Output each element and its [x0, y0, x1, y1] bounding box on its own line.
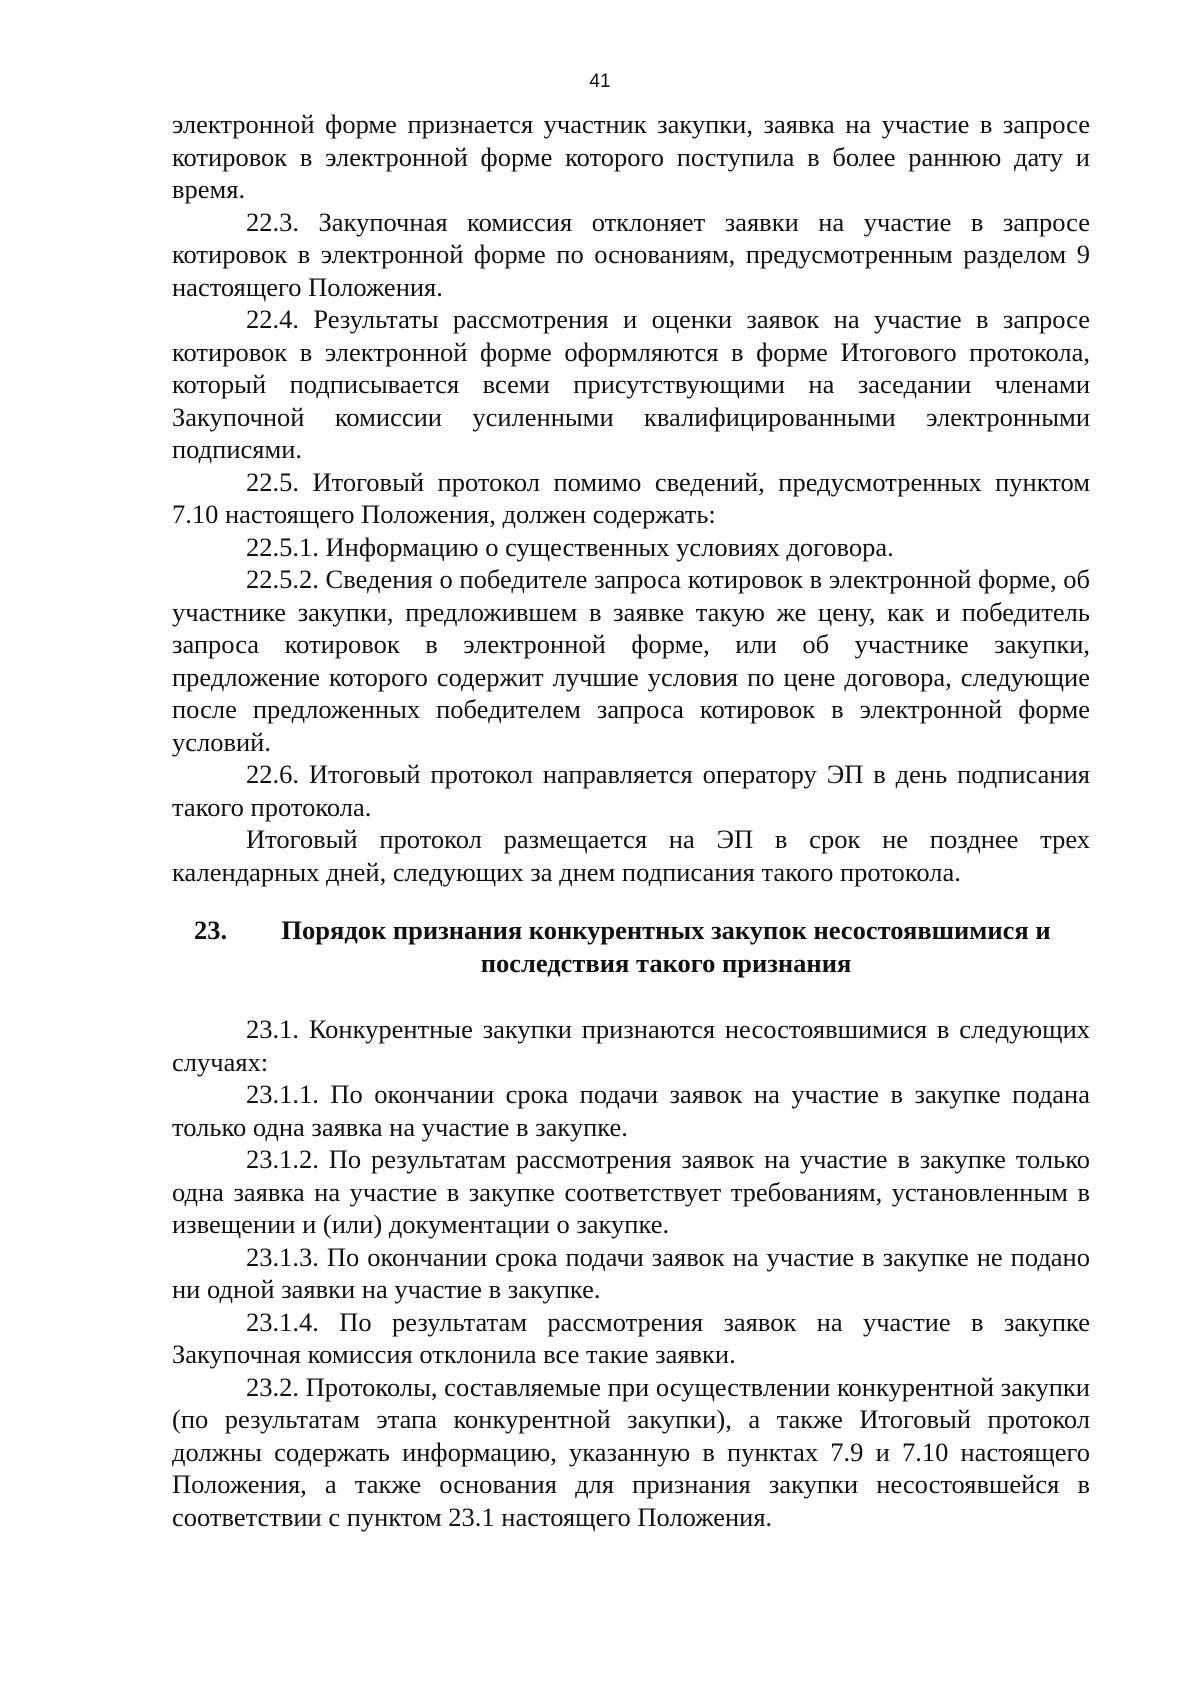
paragraph-continuation: электронной форме признается участник закупки, заявка на участие в запросе котировок в электронной форме которого поступила в более раннюю дату и время. [172, 109, 1090, 204]
paragraph-23-1-1: 23.1.1. По окончании срока подачи заявок на участие в закупке подана только одна заявка на участие в закупке. [172, 1079, 1090, 1142]
paragraph-23-1: 23.1. Конкурентные закупки признаются несостоявшимися в следующих случаях: [172, 1014, 1090, 1077]
document-body [172, 108, 1090, 1533]
section-heading [172, 914, 1090, 979]
paragraph-22-4: 22.4. Результаты рассмотрения и оценки заявок на участие в запросе котировок в электронной форме оформляются в форме Итогового протокола, который подписывается всеми присутствующими на заседании членами Закупочной комиссии усиленными квалифицированными электронными подписями. [172, 304, 1090, 464]
paragraph-22-6-placement: Итоговый протокол размещается на ЭП в срок не позднее трех календарных дней, следующих за днем подписания такого протокола. [172, 824, 1090, 887]
paragraph-23-2: 23.2. Протоколы, составляемые при осуществлении конкурентной закупки (по результатам этапа конкурентной закупки), а также Итоговый протокол должны содержать информацию, указанную в пунктах 7.9 и 7.10 настоящего Положения, а также основания для признания закупки несостоявшейся в соответствии с пунктом 23.1 настоящего Положения. [172, 1371, 1090, 1532]
paragraph-23-1-2: 23.1.2. По результатам рассмотрения заявок на участие в закупке только одна заявка на участие в закупке соответствует требованиям, установленным в извещении и (или) документации о закупке. [172, 1144, 1090, 1239]
paragraph-22-5-2: 22.5.2. Сведения о победителе запроса котировок в электронной форме, об участнике закупки, предложившем в заявке такую же цену, как и победитель запроса котировок в электронной форме, или об участнике закупки, предложение которого содержит лучшие условия по цене договора, следующие после предложенных победителем запроса котировок в электронной форме условий. [172, 564, 1090, 757]
page-number: 41 [589, 71, 611, 92]
paragraph-22-3: 22.3. Закупочная комиссия отклоняет заявки на участие в запросе котировок в электронной форме по основаниям, предусмотренным разделом 9 настоящего Положения. [172, 206, 1090, 302]
paragraph-23-1-3: 23.1.3. По окончании срока подачи заявок на участие в закупке не подано ни одной заявки на участие в закупке. [172, 1241, 1090, 1304]
paragraph-22-5-1: 22.5.1. Информацию о существенных условиях договора. [246, 531, 894, 562]
paragraph-22-5: 22.5. Итоговый протокол помимо сведений, предусмотренных пунктом 7.10 настоящего Положения, должен содержать: [172, 466, 1090, 529]
paragraph-22-6: 22.6. Итоговый протокол направляется оператору ЭП в день подписания такого протокола. [172, 759, 1090, 822]
section-number: 23. [194, 915, 228, 945]
section-title: Порядок признания конкурентных закупок несостоявшимися и последствия такого признания [281, 915, 1051, 978]
paragraph-23-1-4: 23.1.4. По результатам рассмотрения заявок на участие в закупке Закупочная комиссия отклонила все такие заявки. [172, 1306, 1090, 1369]
